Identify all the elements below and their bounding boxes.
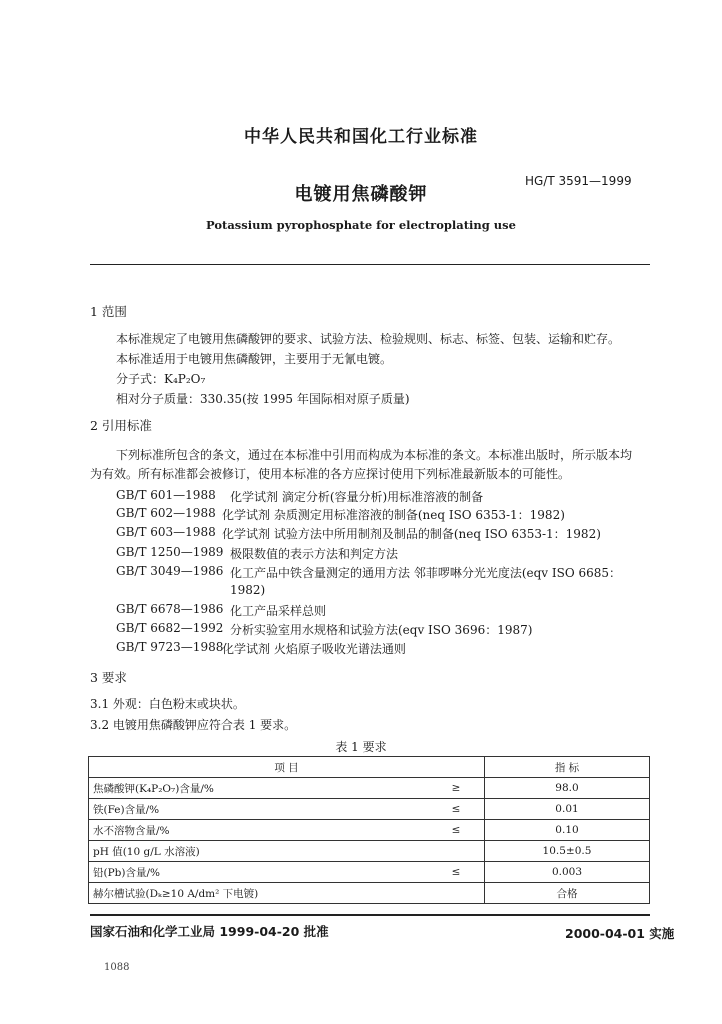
header-item: 项 目 [89, 757, 485, 778]
section-1-line: 相对分子质量：330.35(按 1995 年国际相对原子质量) [116, 392, 410, 406]
reference-code: GB/T 6682—1992 [116, 621, 224, 635]
reference-title: 化工产品中铁含量测定的通用方法 邻菲啰啉分光光度法(eqv ISO 6685： [230, 566, 622, 580]
document-title: 电镀用焦磷酸钾 [294, 184, 428, 205]
reference-title-cont: 1982) [230, 583, 266, 597]
row-value: 0.003 [485, 862, 650, 883]
row-value: 0.01 [485, 799, 650, 820]
footer-divider [90, 914, 650, 916]
english-title: Potassium pyrophosphate for electroplating use [206, 218, 516, 232]
publication-header: 中华人民共和国化工行业标准 [244, 127, 478, 147]
section-2-intro-cont: 为有效。所有标准都会被修订，使用本标准的各方应探讨使用下列标准最新版本的可能性。 [90, 467, 571, 481]
row-item: 焦磷酸钾(K₄P₂O₇)含量/% [89, 778, 428, 799]
section-2-intro: 下列标准所包含的条文，通过在本标准中引用而构成为本标准的条文。本标准出版时，所示版本均 [116, 448, 633, 462]
approval-note: 国家石油和化学工业局 1999-04-20 批准 [90, 924, 329, 939]
section-1-heading: 1 范围 [90, 304, 127, 319]
section-1-line: 本标准适用于电镀用焦磷酸钾，主要用于无氰电镀。 [116, 352, 393, 366]
table-row [89, 883, 650, 904]
row-value: 98.0 [485, 778, 650, 799]
reference-code: GB/T 6678—1986 [116, 602, 224, 616]
section-3-heading: 3 要求 [90, 670, 127, 685]
section-1-line: 本标准规定了电镀用焦磷酸钾的要求、试验方法、检验规则、标志、标签、包装、运输和贮存。 [116, 332, 621, 346]
reference-code: GB/T 602—1988 [116, 506, 216, 520]
requirements-table [88, 756, 650, 904]
section-2-heading: 2 引用标准 [90, 418, 152, 433]
table-row [89, 820, 650, 841]
table-row [89, 799, 650, 820]
standard-code: HG/T 3591—1999 [525, 174, 632, 188]
title-divider [90, 264, 650, 265]
row-value: 0.10 [485, 820, 650, 841]
reference-title: 极限数值的表示方法和判定方法 [230, 547, 399, 561]
row-sign: ≤ [428, 862, 485, 883]
reference-code: GB/T 1250—1989 [116, 545, 224, 559]
row-item: 赫尔槽试验(Dₖ≥10 A/dm² 下电镀) [89, 883, 428, 904]
row-value: 10.5±0.5 [485, 841, 650, 862]
row-item: 铅(Pb)含量/% [89, 862, 428, 883]
reference-code: GB/T 9723—1988 [116, 640, 224, 654]
reference-code: GB/T 603—1988 [116, 525, 216, 539]
row-value: 合格 [485, 883, 650, 904]
row-sign: ≤ [428, 820, 485, 841]
clause-3-1: 3.1 外观：白色粉末或块状。 [90, 697, 245, 711]
row-item: 铁(Fe)含量/% [89, 799, 428, 820]
reference-code: GB/T 3049—1986 [116, 564, 224, 578]
header-value: 指 标 [485, 757, 650, 778]
row-sign [428, 883, 485, 904]
row-item: 水不溶物含量/% [89, 820, 428, 841]
row-item: pH 值(10 g/L 水溶液) [89, 841, 428, 862]
reference-title: 化学试剂 试验方法中所用制剂及制品的制备(neq ISO 6353-1：1982) [222, 527, 601, 541]
implementation-date: 2000-04-01 实施 [565, 926, 675, 941]
table-caption: 表 1 要求 [335, 740, 387, 754]
row-sign: ≥ [428, 778, 485, 799]
section-1-line: 分子式：K₄P₂O₇ [116, 372, 206, 386]
reference-title: 化工产品采样总则 [230, 604, 327, 618]
reference-code: GB/T 601—1988 [116, 488, 216, 502]
page-number: 1088 [104, 962, 130, 973]
reference-title: 化学试剂 滴定分析(容量分析)用标准溶液的制备 [230, 490, 484, 504]
table-header-row [89, 757, 650, 778]
table-row [89, 862, 650, 883]
row-sign [428, 841, 485, 862]
row-sign: ≤ [428, 799, 485, 820]
reference-title: 化学试剂 火焰原子吸收光谱法通则 [222, 642, 406, 656]
clause-3-2: 3.2 电镀用焦磷酸钾应符合表 1 要求。 [90, 718, 297, 732]
reference-title: 分析实验室用水规格和试验方法(eqv ISO 3696：1987) [230, 623, 533, 637]
table-row [89, 841, 650, 862]
reference-title: 化学试剂 杂质测定用标准溶液的制备(neq ISO 6353-1：1982) [222, 508, 565, 522]
table-row [89, 778, 650, 799]
